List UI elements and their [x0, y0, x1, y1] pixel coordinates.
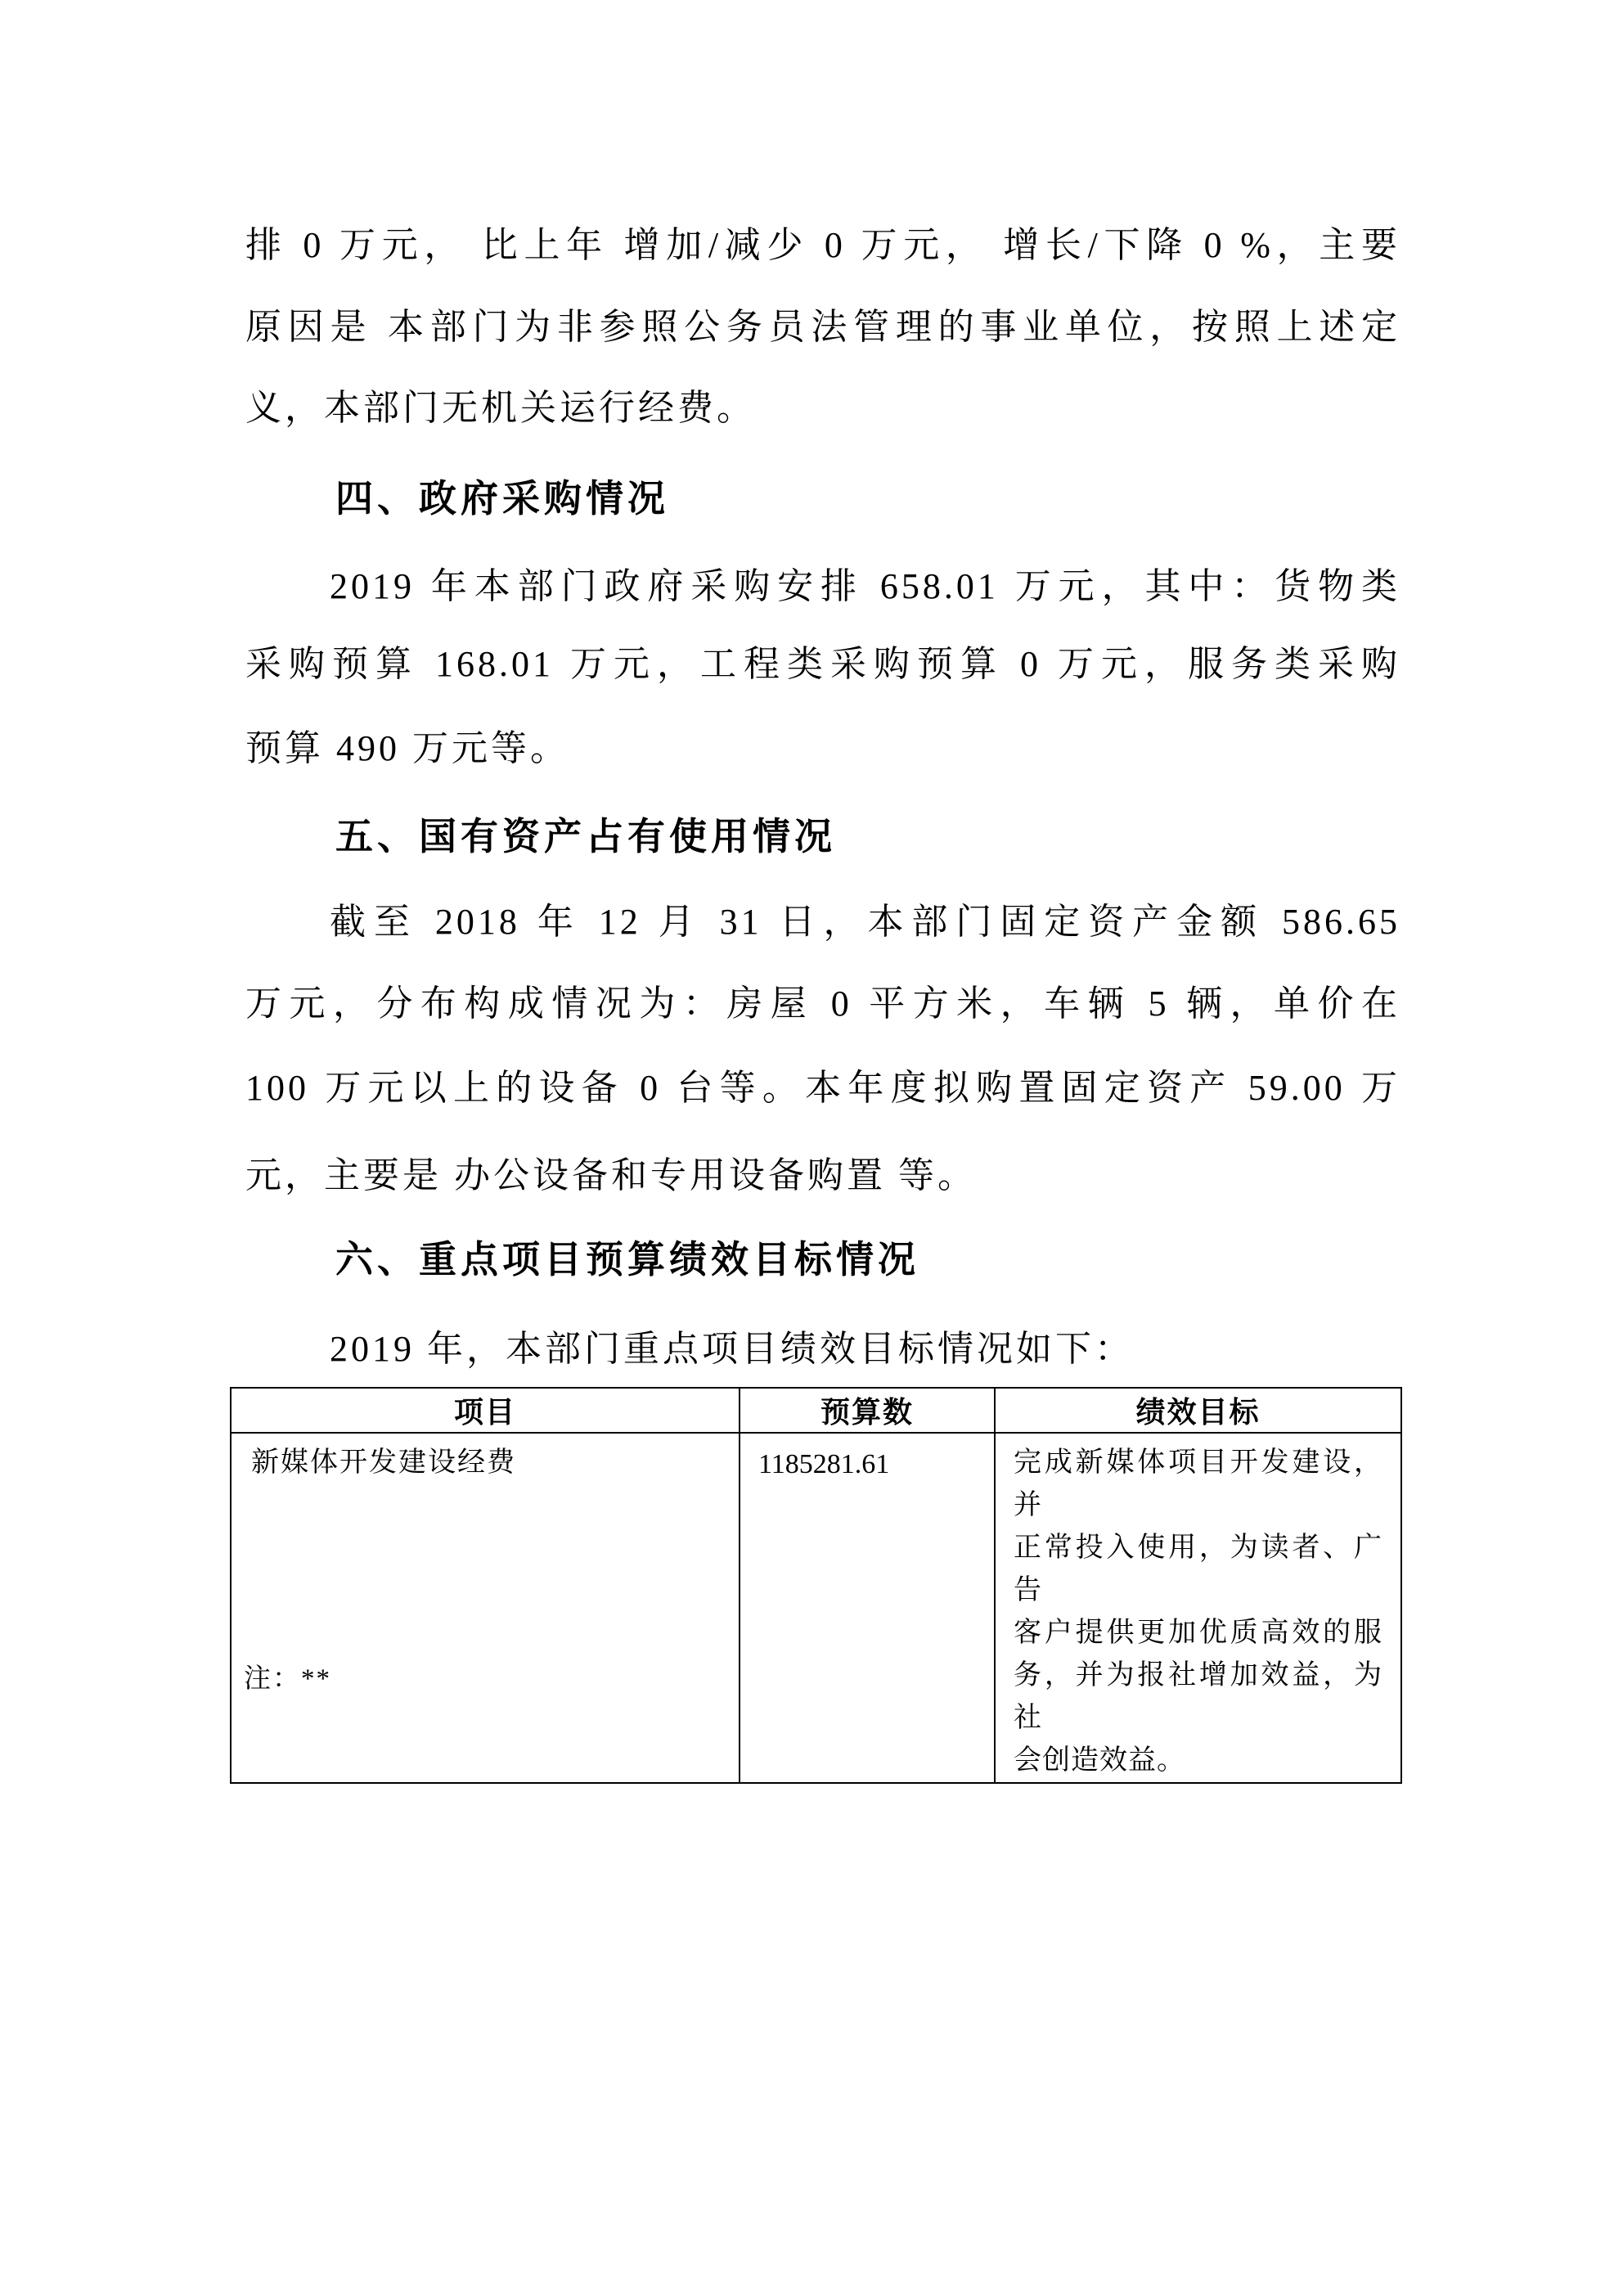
budget-cell: 1185281.61 — [740, 1433, 995, 1783]
target-line: 会创造效益。 — [1014, 1745, 1185, 1776]
section-heading-performance: 六、重点项目预算绩效目标情况 — [335, 1238, 919, 1281]
footnote: 注：** — [244, 1664, 331, 1694]
table-row — [231, 1433, 1401, 1783]
paragraph-line: 元，主要是 办公设备和专用设备购置 等。 — [245, 1155, 977, 1195]
paragraph-line: 义，本部门无机关运行经费。 — [245, 388, 756, 428]
paragraph-line: 2019 年，本部门重点项目绩效目标情况如下： — [330, 1329, 1134, 1369]
paragraph-line: 2019 年本部门政府采购安排 658.01 万元，其中：货物类 — [330, 566, 1400, 606]
target-line: 完成新媒体项目开发建设，并 — [1014, 1447, 1382, 1520]
section-heading-assets: 五、国有资产占有使用情况 — [335, 815, 836, 858]
project-cell: 新媒体开发建设经费 — [231, 1433, 740, 1783]
target-line: 务，并为报社增加效益，为社 — [1014, 1660, 1382, 1733]
paragraph-line: 预算 490 万元等。 — [245, 728, 569, 768]
paragraph-line: 采购预算 168.01 万元，工程类采购预算 0 万元，服务类采购 — [245, 644, 1400, 684]
paragraph-line: 截至 2018 年 12 月 31 日，本部门固定资产金额 586.65 — [330, 902, 1400, 942]
paragraph-line: 100 万元以上的设备 0 台等。本年度拟购置固定资产 59.00 万 — [245, 1068, 1400, 1108]
target-line: 客户提供更加优质高效的服 — [1014, 1618, 1382, 1648]
paragraph-line: 万元，分布构成情况为：房屋 0 平方米，车辆 5 辆，单价在 — [245, 984, 1400, 1024]
section-heading-procurement: 四、政府采购情况 — [335, 477, 669, 520]
paragraph-line: 排 0 万元， 比上年 增加/减少 0 万元， 增长/下降 0 %，主要 — [245, 225, 1400, 265]
performance-table — [230, 1387, 1402, 1784]
table-header-target: 绩效目标 — [995, 1388, 1401, 1433]
table-header-budget: 预算数 — [740, 1388, 995, 1433]
table-header-project: 项目 — [231, 1388, 740, 1433]
target-line: 正常投入使用，为读者、广告 — [1014, 1533, 1382, 1605]
paragraph-line: 原因是 本部门为非参照公务员法管理的事业单位，按照上述定 — [245, 307, 1400, 347]
target-cell — [995, 1433, 1401, 1783]
table-header-row — [231, 1388, 1401, 1433]
